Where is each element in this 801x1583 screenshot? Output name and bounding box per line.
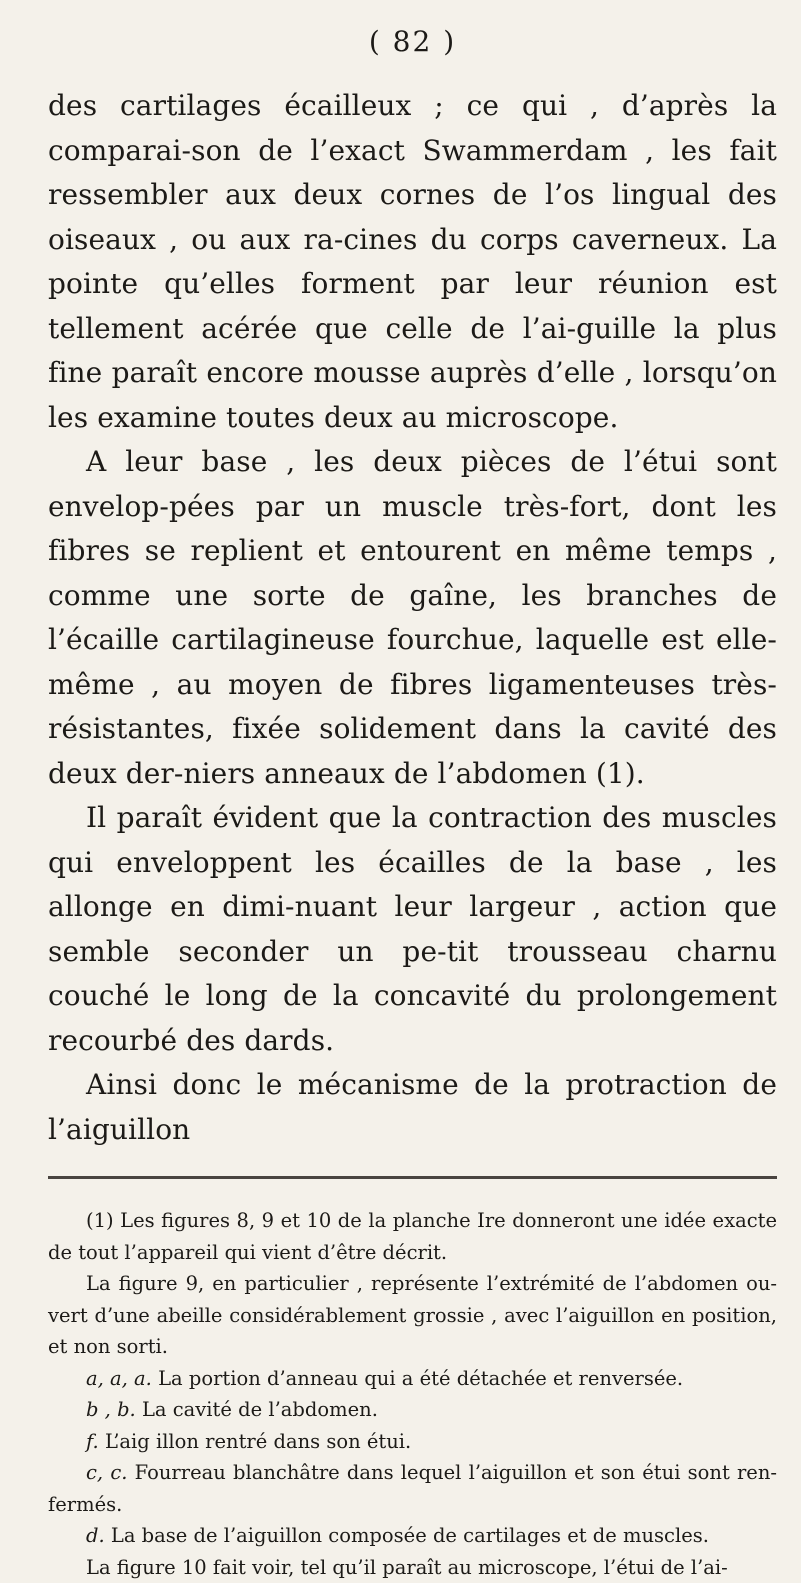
- legend-text: La portion d’anneau qui a été détachée et renversée.: [158, 1367, 683, 1390]
- footnote-intro: (1) Les figures 8, 9 et 10 de la planche Ire donneront une idée exacte de tout l’appareil qui vient d’être décrit.: [48, 1205, 777, 1268]
- page-number: ( 82 ): [48, 22, 777, 62]
- legend-text: La cavité de l’abdomen.: [142, 1398, 378, 1421]
- footnote-figure-10: La figure 10 fait voir, tel qu’il paraît au microscope, l’étui de l’ai-: [48, 1552, 777, 1583]
- legend-item: [48, 1520, 777, 1552]
- legend-text: Fourreau blanchâtre dans lequel l’aiguillon et son étui sont ren-fermés.: [48, 1461, 777, 1516]
- footnotes: [48, 1205, 777, 1583]
- paragraph: Il paraît évident que la contraction des muscles qui enveloppent les écailles de la base , les allonge en dimi-nuant leur largeur , action que semble seconder un pe-tit trousseau charnu couché le long de la concavité du prolongement recourbé des dards.: [48, 796, 777, 1063]
- paragraph: Ainsi donc le mécanisme de la protraction de l’aiguillon: [48, 1063, 777, 1152]
- legend-text: La base de l’aiguillon composée de cartilages et de muscles.: [111, 1524, 709, 1547]
- main-text: [48, 84, 777, 1152]
- legend-item: [48, 1426, 777, 1458]
- legend-key: c, c.: [86, 1461, 127, 1484]
- legend-item: [48, 1363, 777, 1395]
- paragraph: A leur base , les deux pièces de l’étui sont envelop-pées par un muscle très-fort, dont les fibres se replient et entourent en même temps , comme une sorte de gaîne, les branches de l’écaille cartilagineuse fourchue, laquelle est elle-même , au moyen de fibres ligamenteuses très-résistantes, fixée solidement dans la cavité des deux der-niers anneaux de l’abdomen (1).: [48, 440, 777, 796]
- legend-item: [48, 1394, 777, 1426]
- legend-item: [48, 1457, 777, 1520]
- legend-key: b , b.: [86, 1398, 136, 1421]
- legend-key: d.: [86, 1524, 105, 1547]
- paragraph: des cartilages écailleux ; ce qui , d’après la comparai-son de l’exact Swammerdam , les fait ressembler aux deux cornes de l’os lingual des oiseaux , ou aux ra-cines du corps caverneux. La pointe qu’elles forment par leur réunion est tellement acérée que celle de l’ai-guille la plus fine paraît encore mousse auprès d’elle , lorsqu’on les examine toutes deux au microscope.: [48, 84, 777, 440]
- footnote-rule: [48, 1176, 777, 1179]
- legend-text: L’aig illon rentré dans son étui.: [105, 1430, 411, 1453]
- footnote-figure-9: La figure 9, en particulier , représente l’extrémité de l’abdomen ou-vert d’une abeille considérablement grossie , avec l’aiguillon en position, et non sorti.: [48, 1268, 777, 1363]
- legend-key: f.: [86, 1430, 99, 1453]
- legend-key: a, a, a.: [86, 1367, 152, 1390]
